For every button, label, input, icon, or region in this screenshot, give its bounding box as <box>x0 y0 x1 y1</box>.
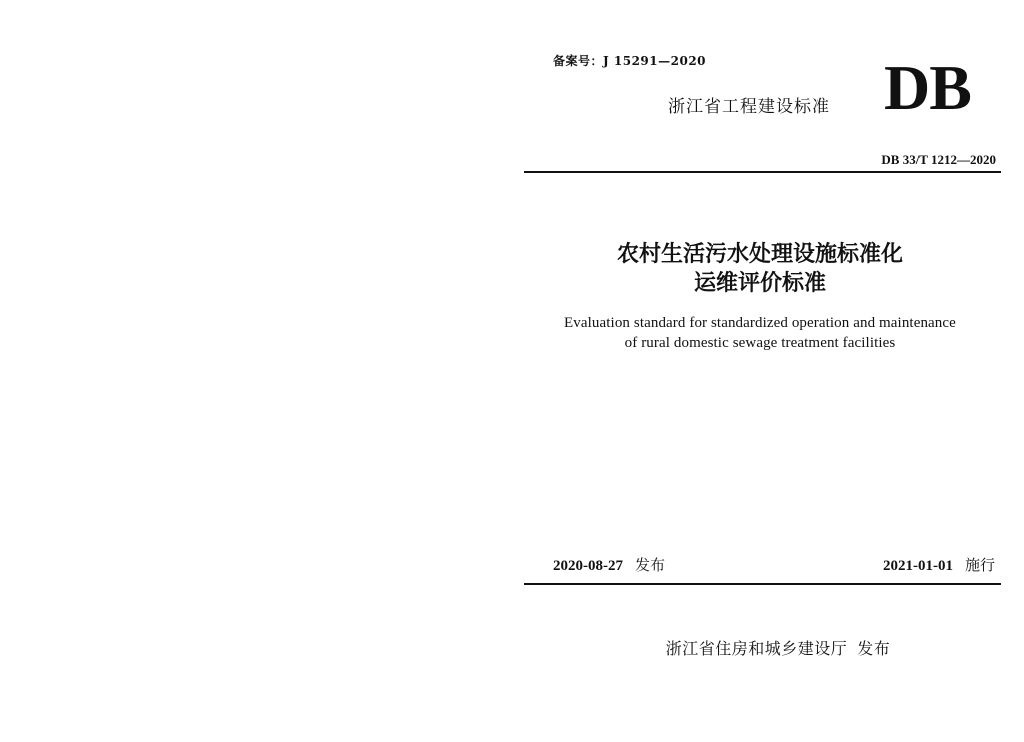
issue-date-value: 2020-08-27 <box>553 558 623 574</box>
cover-page <box>520 0 1024 742</box>
issue-date <box>553 554 665 575</box>
implementation-date-value: 2021-01-01 <box>882 558 953 574</box>
bottom-divider <box>524 583 1001 585</box>
implementation-date <box>883 554 995 575</box>
title-chinese-line-1: 农村生活污水处理设施标准化 <box>616 241 903 267</box>
issue-label: 发布 <box>635 556 666 574</box>
publisher <box>520 636 1024 659</box>
db-logo: DB <box>884 52 971 123</box>
record-number <box>553 52 706 69</box>
publisher-action: 发布 <box>857 639 891 658</box>
title-english-line-2: of rural domestic sewage treatment facilities <box>624 335 896 351</box>
title-chinese-line-2: 运维评价标准 <box>693 270 826 296</box>
title-chinese <box>520 240 1000 298</box>
record-label: 备案号： <box>553 54 604 68</box>
title-english <box>520 313 1000 353</box>
top-divider <box>524 171 1001 173</box>
record-number-value: J 15291—2020 <box>603 54 707 68</box>
publisher-name: 浙江省住房和城乡建设厅 <box>665 639 848 658</box>
standard-code: DB 33/T 1212—2020 <box>881 152 996 167</box>
implementation-label: 施行 <box>964 556 995 574</box>
standard-series: 浙江省工程建设标准 <box>668 97 830 117</box>
title-english-line-1: Evaluation standard for standardized operation and maintenance <box>564 315 956 331</box>
